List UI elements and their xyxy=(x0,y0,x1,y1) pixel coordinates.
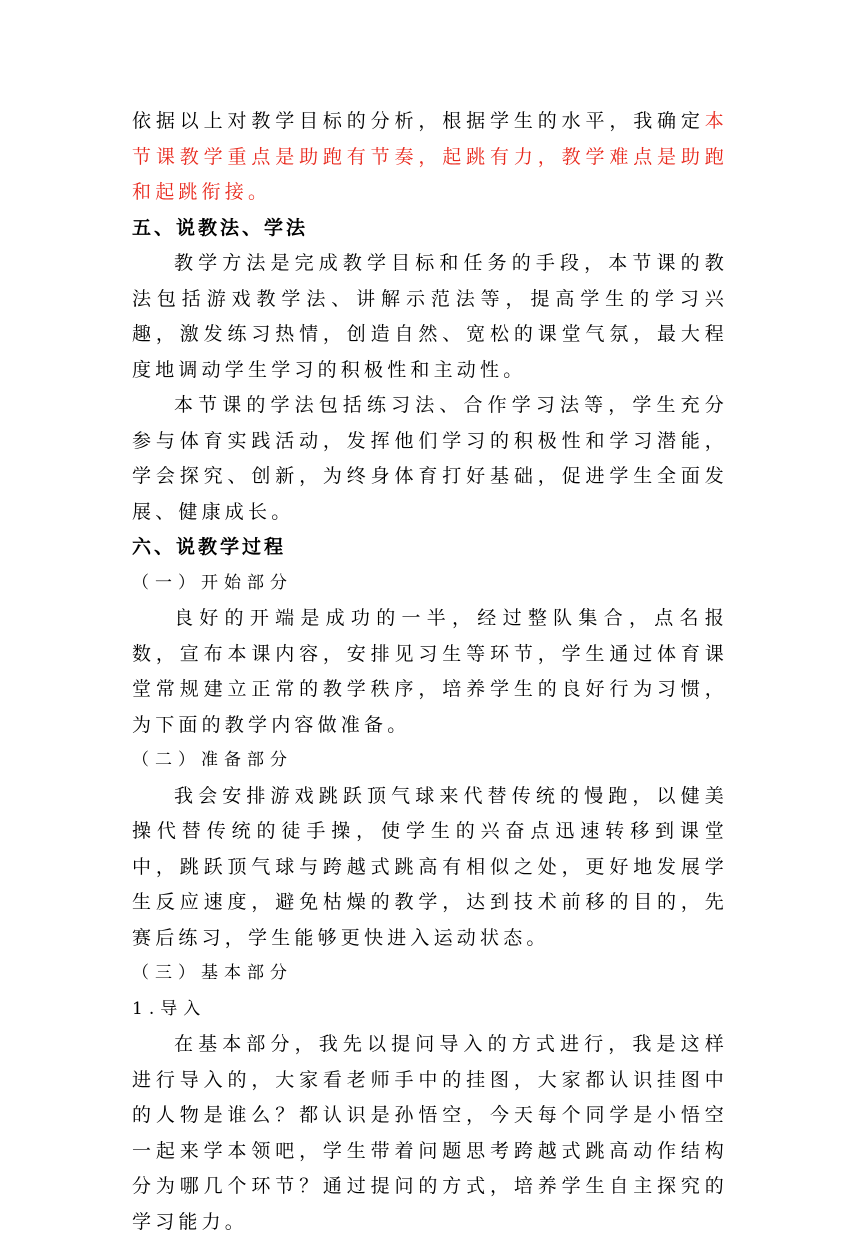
section-5-heading: 五、说教法、学法 xyxy=(132,216,309,239)
intro-paragraph xyxy=(132,104,728,211)
learning-method-paragraph: 本节课的学法包括练习法、合作学习法等，学生充分参与体育实践活动，发挥他们学习的积极性和学习潜能，学会探究、创新，为终身体育打好基础，促进学生全面发展、健康成长。 xyxy=(132,394,728,523)
step-1-paragraph: 在基本部分，我先以提问导入的方式进行，我是这样进行导入的，大家看老师手中的挂图，大家都认识挂图中的人物是谁么？都认识是孙悟空，今天每个同学是小悟空一起来学本领吧，学生带着问题思考跨越式跳高动作结构分为哪几个环节？通过提问的方式，培养学生自主探究的学习能力。 xyxy=(132,1033,728,1233)
step-1-heading: 1.导入 xyxy=(132,998,207,1019)
part-1-heading: （一）开始部分 xyxy=(132,572,293,593)
part-2-heading: （二）准备部分 xyxy=(132,750,293,770)
teaching-method-paragraph: 教学方法是完成教学目标和任务的手段，本节课的教法包括游戏教学法、讲解示范法等，提高学生的学习兴趣，激发练习热情，创造自然、宽松的课堂气氛，最大程度地调动学生学习的积极性和主动性。 xyxy=(132,252,728,381)
part-1-paragraph: 良好的开端是成功的一半，经过整队集合，点名报数，宣布本课内容，安排见习生等环节，学生通过体育课堂常规建立正常的教学秩序，培养学生的良好行为习惯，为下面的教学内容做准备。 xyxy=(132,607,728,736)
key-points-highlight: 本节课教学重点是助跑有节奏，起跳有力，教学难点是助跑和起跳衔接。 xyxy=(132,110,728,203)
part-3-heading: （三）基本部分 xyxy=(132,963,293,983)
section-6-heading: 六、说教学过程 xyxy=(132,536,287,558)
part-2-paragraph: 我会安排游戏跳跃顶气球来代替传统的慢跑，以健美操代替传统的徒手操，使学生的兴奋点迅速转移到课堂中，跳跃顶气球与跨越式跳高有相似之处，更好地发展学生反应速度，避免枯燥的教学，达到技术前移的目的，先赛后练习，学生能够更快进入运动状态。 xyxy=(132,784,728,949)
document-body xyxy=(132,104,728,1240)
intro-text: 依据以上对教学目标的分析，根据学生的水平，我确定 xyxy=(132,110,705,132)
